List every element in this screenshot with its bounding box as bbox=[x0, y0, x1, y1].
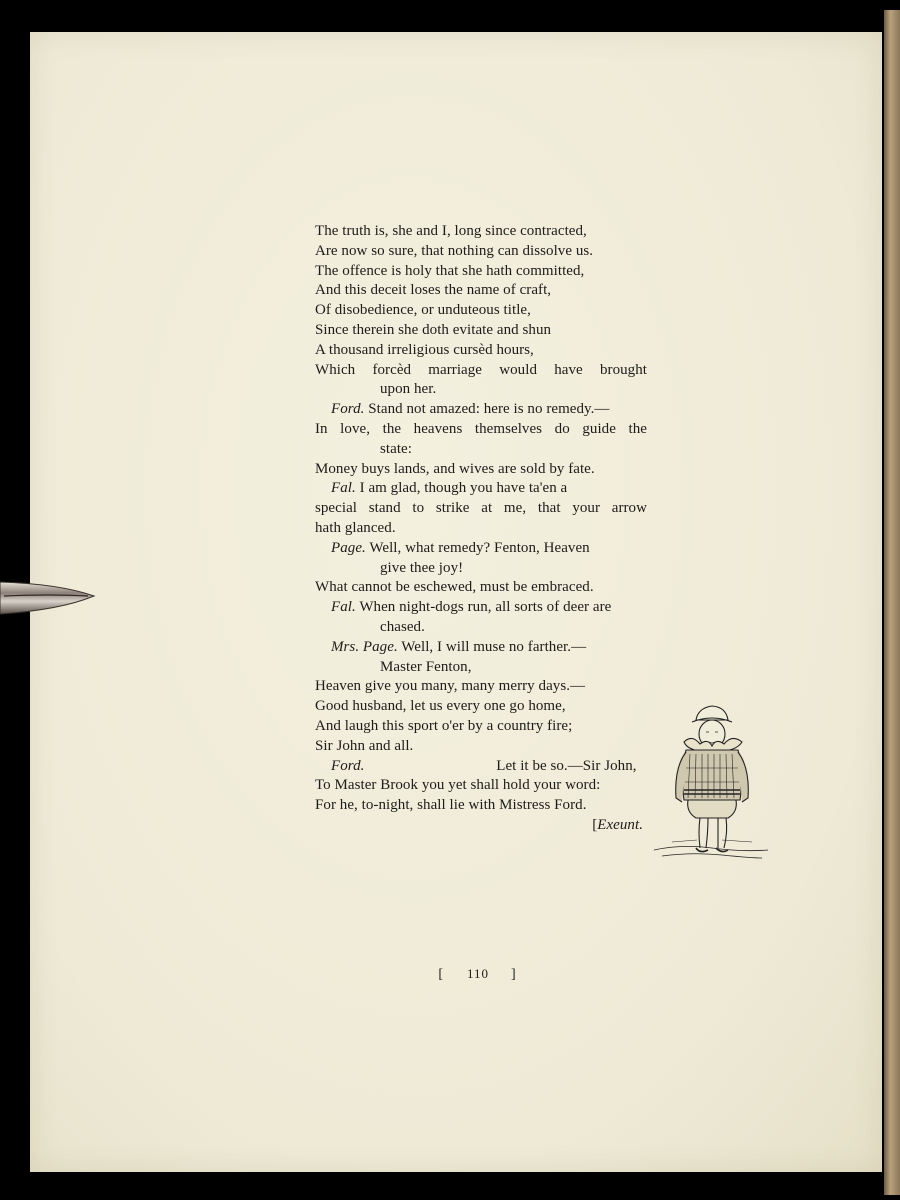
folio-close-bracket: ] bbox=[511, 967, 518, 982]
book-page bbox=[30, 32, 882, 1172]
speech-line bbox=[315, 598, 647, 618]
verse-line: Money buys lands, and wives are sold by fate. bbox=[315, 460, 595, 477]
verse-line: And this deceit loses the name of craft, bbox=[315, 282, 552, 299]
verse-line-continuation: chased. bbox=[380, 618, 425, 635]
speech-line bbox=[315, 638, 647, 658]
speech-text: When night-dogs run, all sorts of deer are bbox=[359, 599, 612, 616]
verse-line: Good husband, let us every one go home, bbox=[315, 698, 566, 715]
verse-line: Since therein she doth evitate and shun bbox=[315, 321, 552, 338]
speech-line bbox=[315, 400, 647, 420]
verse-line: The truth is, she and I, long since contracted, bbox=[315, 223, 587, 239]
speech-line bbox=[315, 757, 647, 777]
speaker-name: Fal. bbox=[331, 480, 356, 497]
stage-direction-text: Exeunt. bbox=[597, 816, 643, 833]
page-clip bbox=[0, 574, 96, 622]
speech-text: Well, I will muse no farther.— bbox=[401, 638, 587, 655]
prose-line: special stand to strike at me, that your arrow bbox=[315, 500, 647, 517]
verse-text bbox=[315, 222, 647, 836]
speech-line bbox=[315, 539, 647, 559]
prose-line: hath glanced. bbox=[315, 519, 396, 536]
character-illustration bbox=[652, 672, 770, 862]
speaker-name: Ford. bbox=[331, 757, 365, 774]
speaker-name: Fal. bbox=[331, 599, 356, 616]
verse-line: A thousand irreligious cursèd hours, bbox=[315, 341, 534, 358]
verse-line: For he, to-night, shall lie with Mistress Ford. bbox=[315, 797, 587, 814]
stage-direction: [Exeunt. bbox=[592, 816, 643, 833]
adjacent-page-edge bbox=[884, 10, 900, 1195]
speech-text: I am glad, though you have ta'en a bbox=[359, 480, 568, 497]
verse-line: And laugh this sport o'er by a country fire; bbox=[315, 717, 573, 734]
verse-line-continuation: upon her. bbox=[380, 381, 437, 398]
speaker-name: Ford. bbox=[331, 401, 365, 418]
verse-line: Which forcèd marriage would have brought bbox=[315, 361, 647, 378]
verse-line: The offence is holy that she hath committed, bbox=[315, 262, 585, 279]
folio-number: 110 bbox=[466, 966, 490, 981]
verse-line-continuation: state: bbox=[380, 440, 412, 457]
verse-line-continuation: give thee joy! bbox=[380, 559, 464, 576]
speaker-name: Mrs. Page. bbox=[331, 638, 398, 655]
folio-open-bracket: [ bbox=[438, 967, 445, 982]
page-number bbox=[410, 966, 546, 983]
verse-line: Are now so sure, that nothing can dissolve us. bbox=[315, 242, 594, 259]
verse-line: To Master Brook you yet shall hold your word: bbox=[315, 777, 601, 794]
verse-line: Of disobedience, or unduteous title, bbox=[315, 302, 531, 319]
verse-line: In love, the heavens themselves do guide the bbox=[315, 420, 647, 437]
speech-text: Well, what remedy? Fenton, Heaven bbox=[369, 539, 590, 556]
verse-line: What cannot be eschewed, must be embraced. bbox=[315, 579, 594, 596]
verse-line-continuation: Master Fenton, bbox=[380, 658, 472, 675]
verse-line: Sir John and all. bbox=[315, 737, 414, 754]
verse-line: Heaven give you many, many merry days.— bbox=[315, 678, 586, 695]
speech-text: Stand not amazed: here is no remedy.— bbox=[368, 401, 610, 418]
speech-text: Let it be so.—Sir John, bbox=[496, 757, 637, 774]
speech-line bbox=[315, 479, 647, 499]
speaker-name: Page. bbox=[331, 539, 366, 556]
